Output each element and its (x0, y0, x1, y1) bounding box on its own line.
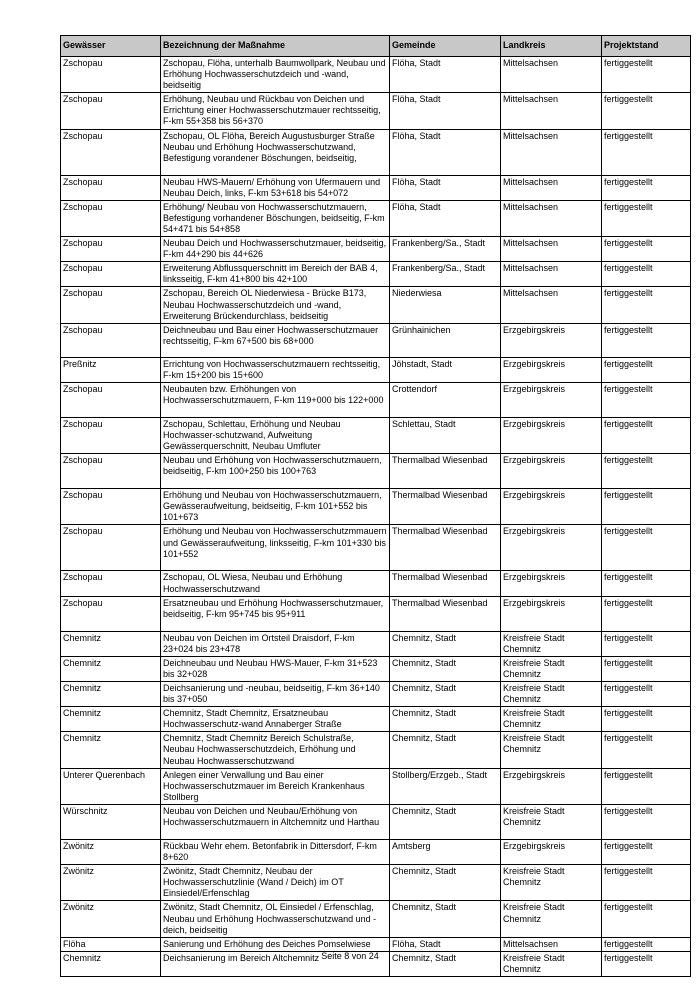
cell-projektstand: fertiggestellt (602, 682, 691, 707)
header-gemeinde: Gemeinde (390, 36, 501, 57)
table-row (61, 937, 691, 951)
cell-landkreis: Erzgebirgskreis (501, 525, 602, 571)
cell-landkreis: Kreisfreie Stadt Chemnitz (501, 732, 602, 768)
cell-landkreis: Mittelsachsen (501, 287, 602, 323)
cell-projektstand: fertiggestellt (602, 656, 691, 681)
cell-projektstand: fertiggestellt (602, 804, 691, 839)
table-row (61, 571, 691, 596)
cell-landkreis: Mittelsachsen (501, 937, 602, 951)
table-row (61, 732, 691, 768)
cell-gemeinde: Thermalbad Wiesenbad (390, 489, 501, 525)
cell-gemeinde: Grünhainichen (390, 323, 501, 357)
cell-massnahme: Zschopau, Schlettau, Erhöhung und Neubau Hochwasser-schutzwand, Aufweitung Gewässerquerschnitt, Neubau Umfluter (161, 417, 390, 453)
cell-projektstand: fertiggestellt (602, 454, 691, 489)
cell-projektstand: fertiggestellt (602, 200, 691, 236)
cell-gewaesser: Zschopau (61, 93, 161, 129)
cell-massnahme: Errichtung von Hochwasserschutzmauern rechtsseitig, F-km 15+200 bis 15+600 (161, 357, 390, 382)
cell-gewaesser: Zwönitz (61, 865, 161, 901)
table-row (61, 631, 691, 656)
cell-landkreis: Erzgebirgskreis (501, 323, 602, 357)
cell-gemeinde: Thermalbad Wiesenbad (390, 571, 501, 596)
cell-massnahme: Neubau von Deichen und Neubau/Erhöhung von Hochwasserschutzmauern in Altchemnitz und Harthau (161, 804, 390, 839)
cell-gewaesser: Chemnitz (61, 732, 161, 768)
table-row (61, 93, 691, 129)
cell-projektstand: fertiggestellt (602, 357, 691, 382)
cell-gemeinde: Flöha, Stadt (390, 200, 501, 236)
cell-gemeinde: Chemnitz, Stadt (390, 804, 501, 839)
table-row (61, 865, 691, 901)
cell-gewaesser: Zschopau (61, 287, 161, 323)
cell-gewaesser: Zschopau (61, 454, 161, 489)
table-row (61, 525, 691, 571)
cell-gewaesser: Flöha (61, 937, 161, 951)
cell-massnahme: Erhöhung und Neubau von Hochwasserschutzmmauern und Gewässeraufweitung, linksseitig, F-km 101+330 bis 101+552 (161, 525, 390, 571)
cell-landkreis: Mittelsachsen (501, 175, 602, 200)
cell-projektstand: fertiggestellt (602, 951, 691, 976)
cell-landkreis: Kreisfreie Stadt Chemnitz (501, 631, 602, 656)
cell-massnahme: Neubau HWS-Mauern/ Erhöhung von Ufermauern und Neubau Deich, links, F-km 53+618 bis 54+072 (161, 175, 390, 200)
cell-massnahme: Zschopau, OL Wiesa, Neubau und Erhöhung Hochwasserschutzwand (161, 571, 390, 596)
cell-landkreis: Kreisfreie Stadt Chemnitz (501, 707, 602, 732)
cell-gewaesser: Zwönitz (61, 901, 161, 937)
cell-landkreis: Mittelsachsen (501, 57, 602, 93)
cell-massnahme: Zschopau, Bereich OL Niederwiesa - Brücke B173, Neubau Hochwasserschutzdeich und -wand, Erweiterung Brückendurchlass, beidseitig (161, 287, 390, 323)
cell-gewaesser: Zwönitz (61, 839, 161, 864)
cell-projektstand: fertiggestellt (602, 489, 691, 525)
cell-gewaesser: Zschopau (61, 237, 161, 262)
cell-landkreis: Mittelsachsen (501, 129, 602, 175)
cell-gemeinde: Crottendorf (390, 382, 501, 417)
cell-massnahme: Zwönitz, Stadt Chemnitz, Neubau der Hochwasserschutzlinie (Wand / Deich) im OT Einsiedel/Erfenschlag (161, 865, 390, 901)
cell-landkreis: Erzgebirgskreis (501, 768, 602, 804)
table-row (61, 129, 691, 175)
cell-projektstand: fertiggestellt (602, 707, 691, 732)
cell-massnahme: Deichsanierung und -neubau, beidseitig, F-km 36+140 bis 37+050 (161, 682, 390, 707)
cell-projektstand: fertiggestellt (602, 937, 691, 951)
cell-massnahme: Erhöhung/ Neubau von Hochwasserschutzmauern, Befestigung vorhandener Böschungen, beidseitig, F-km 54+471 bis 54+858 (161, 200, 390, 236)
cell-massnahme: Deichneubau und Bau einer Hochwasserschutzmauer rechtsseitig, F-km 67+500 bis 68+000 (161, 323, 390, 357)
measures-table (60, 35, 691, 977)
cell-gemeinde: Flöha, Stadt (390, 129, 501, 175)
cell-gemeinde: Chemnitz, Stadt (390, 631, 501, 656)
cell-gewaesser: Zschopau (61, 489, 161, 525)
table-row (61, 287, 691, 323)
table-row (61, 200, 691, 236)
cell-gewaesser: Chemnitz (61, 631, 161, 656)
cell-gewaesser: Zschopau (61, 382, 161, 417)
table-row (61, 175, 691, 200)
header-projektstand: Projektstand (602, 36, 691, 57)
cell-gemeinde: Chemnitz, Stadt (390, 951, 501, 976)
cell-gewaesser: Zschopau (61, 129, 161, 175)
cell-landkreis: Kreisfreie Stadt Chemnitz (501, 865, 602, 901)
cell-landkreis: Erzgebirgskreis (501, 417, 602, 453)
cell-landkreis: Mittelsachsen (501, 200, 602, 236)
cell-landkreis: Erzgebirgskreis (501, 454, 602, 489)
cell-gewaesser: Chemnitz (61, 656, 161, 681)
table-row (61, 454, 691, 489)
cell-landkreis: Erzgebirgskreis (501, 571, 602, 596)
cell-projektstand: fertiggestellt (602, 732, 691, 768)
cell-massnahme: Erhöhung, Neubau und Rückbau von Deichen und Errichtung einer Hochwasserschutzmauer rechtsseitig, F-km 55+358 bis 56+370 (161, 93, 390, 129)
page-number: Seite 8 von 24 (321, 951, 379, 961)
cell-massnahme: Zschopau, Flöha, unterhalb Baumwollpark, Neubau und Erhöhung Hochwasserschutzdeich und -wand, beidseitig (161, 57, 390, 93)
cell-landkreis: Kreisfreie Stadt Chemnitz (501, 656, 602, 681)
cell-gewaesser: Chemnitz (61, 682, 161, 707)
table-row (61, 417, 691, 453)
cell-gemeinde: Chemnitz, Stadt (390, 656, 501, 681)
cell-projektstand: fertiggestellt (602, 839, 691, 864)
table-row (61, 707, 691, 732)
cell-projektstand: fertiggestellt (602, 596, 691, 631)
cell-gemeinde: Schlettau, Stadt (390, 417, 501, 453)
cell-gewaesser: Zschopau (61, 175, 161, 200)
cell-massnahme: Rückbau Wehr ehem. Betonfabrik in Dittersdorf, F-km 8+620 (161, 839, 390, 864)
cell-projektstand: fertiggestellt (602, 323, 691, 357)
table-row (61, 262, 691, 287)
cell-massnahme: Neubau von Deichen im Ortsteil Draisdorf, F-km 23+024 bis 23+478 (161, 631, 390, 656)
cell-gewaesser: Zschopau (61, 323, 161, 357)
cell-projektstand: fertiggestellt (602, 525, 691, 571)
cell-projektstand: fertiggestellt (602, 237, 691, 262)
cell-massnahme: Neubau Deich und Hochwasserschutzmauer, beidseitig, F-km 44+290 bis 44+626 (161, 237, 390, 262)
cell-projektstand: fertiggestellt (602, 631, 691, 656)
cell-projektstand: fertiggestellt (602, 901, 691, 937)
cell-massnahme: Zschopau, OL Flöha, Bereich Augustusburger Straße Neubau und Erhöhung Hochwasserschutzwand, Befestigung vorandener Böschungen, beidseitig, (161, 129, 390, 175)
cell-gewaesser: Zschopau (61, 525, 161, 571)
cell-gemeinde: Thermalbad Wiesenbad (390, 596, 501, 631)
cell-gemeinde: Flöha, Stadt (390, 175, 501, 200)
cell-projektstand: fertiggestellt (602, 262, 691, 287)
cell-gemeinde: Amtsberg (390, 839, 501, 864)
cell-landkreis: Kreisfreie Stadt Chemnitz (501, 951, 602, 976)
cell-projektstand: fertiggestellt (602, 382, 691, 417)
cell-massnahme: Anlegen einer Verwallung und Bau einer Hochwasserschutzmauer im Bereich Krankenhaus Stollberg (161, 768, 390, 804)
cell-gemeinde: Flöha, Stadt (390, 57, 501, 93)
cell-projektstand: fertiggestellt (602, 287, 691, 323)
cell-massnahme: Erhöhung und Neubau von Hochwasserschutzmauern, Gewässeraufweitung, beidseitig, F-km 101+552 bis 101+673 (161, 489, 390, 525)
cell-gemeinde: Flöha, Stadt (390, 937, 501, 951)
cell-landkreis: Kreisfreie Stadt Chemnitz (501, 901, 602, 937)
table-row (61, 682, 691, 707)
cell-massnahme: Zwönitz, Stadt Chemnitz, OL Einsiedel / Erfenschlag, Neubau und Erhöhung Hochwasserschutzwand und -deich, beidseitig (161, 901, 390, 937)
cell-landkreis: Erzgebirgskreis (501, 839, 602, 864)
cell-projektstand: fertiggestellt (602, 93, 691, 129)
cell-massnahme: Ersatzneubau und Erhöhung Hochwasserschutzmauer, beidseitig, F-km 95+745 bis 95+911 (161, 596, 390, 631)
cell-projektstand: fertiggestellt (602, 865, 691, 901)
table-row (61, 237, 691, 262)
cell-landkreis: Erzgebirgskreis (501, 357, 602, 382)
cell-gewaesser: Zschopau (61, 571, 161, 596)
cell-landkreis: Kreisfreie Stadt Chemnitz (501, 804, 602, 839)
table-row (61, 57, 691, 93)
cell-landkreis: Mittelsachsen (501, 237, 602, 262)
cell-gewaesser: Chemnitz (61, 951, 161, 976)
cell-gemeinde: Thermalbad Wiesenbad (390, 525, 501, 571)
header-landkreis: Landkreis (501, 36, 602, 57)
cell-landkreis: Mittelsachsen (501, 262, 602, 287)
cell-gemeinde: Chemnitz, Stadt (390, 732, 501, 768)
cell-gewaesser: Würschnitz (61, 804, 161, 839)
table-row (61, 768, 691, 804)
cell-massnahme: Deichsanierung im Bereich Altchemnitz (161, 951, 390, 976)
cell-gemeinde: Jöhstadt, Stadt (390, 357, 501, 382)
cell-landkreis: Erzgebirgskreis (501, 382, 602, 417)
table-row (61, 323, 691, 357)
cell-gemeinde: Frankenberg/Sa., Stadt (390, 262, 501, 287)
cell-gemeinde: Flöha, Stadt (390, 93, 501, 129)
cell-gewaesser: Zschopau (61, 57, 161, 93)
cell-gemeinde: Chemnitz, Stadt (390, 865, 501, 901)
cell-gemeinde: Thermalbad Wiesenbad (390, 454, 501, 489)
cell-gewaesser: Zschopau (61, 417, 161, 453)
cell-projektstand: fertiggestellt (602, 768, 691, 804)
cell-gemeinde: Chemnitz, Stadt (390, 682, 501, 707)
table-row (61, 489, 691, 525)
cell-massnahme: Sanierung und Erhöhung des Deiches Pomselwiese (161, 937, 390, 951)
cell-projektstand: fertiggestellt (602, 129, 691, 175)
cell-gewaesser: Unterer Querenbach (61, 768, 161, 804)
cell-gewaesser: Preßnitz (61, 357, 161, 382)
cell-massnahme: Chemnitz, Stadt Chemnitz, Ersatzneubau Hochwasserschutz-wand Annaberger Straße (161, 707, 390, 732)
cell-massnahme: Neubauten bzw. Erhöhungen von Hochwasserschutzmauern, F-km 119+000 bis 122+000 (161, 382, 390, 417)
cell-massnahme: Deichneubau und Neubau HWS-Mauer, F-km 31+523 bis 32+028 (161, 656, 390, 681)
cell-landkreis: Mittelsachsen (501, 93, 602, 129)
cell-landkreis: Erzgebirgskreis (501, 596, 602, 631)
cell-massnahme: Chemnitz, Stadt Chemnitz Bereich Schulstraße, Neubau Hochwasserschutzdeich, Erhöhung und Neubau Hochwasserschutzwand (161, 732, 390, 768)
cell-gemeinde: Chemnitz, Stadt (390, 901, 501, 937)
table-row (61, 382, 691, 417)
table-row (61, 357, 691, 382)
cell-gewaesser: Zschopau (61, 262, 161, 287)
cell-gemeinde: Chemnitz, Stadt (390, 707, 501, 732)
cell-projektstand: fertiggestellt (602, 175, 691, 200)
table-header-row (61, 36, 691, 57)
cell-projektstand: fertiggestellt (602, 417, 691, 453)
table-row (61, 901, 691, 937)
cell-projektstand: fertiggestellt (602, 571, 691, 596)
cell-gewaesser: Chemnitz (61, 707, 161, 732)
table-row (61, 656, 691, 681)
cell-gemeinde: Niederwiesa (390, 287, 501, 323)
cell-gemeinde: Stollberg/Erzgeb., Stadt (390, 768, 501, 804)
cell-projektstand: fertiggestellt (602, 57, 691, 93)
table-row (61, 804, 691, 839)
cell-gemeinde: Frankenberg/Sa., Stadt (390, 237, 501, 262)
header-gewaesser: Gewässer (61, 36, 161, 57)
table-row (61, 596, 691, 631)
cell-massnahme: Erweiterung Abflussquerschnitt im Bereich der BAB 4, linksseitig, F-km 41+800 bis 42+100 (161, 262, 390, 287)
cell-landkreis: Erzgebirgskreis (501, 489, 602, 525)
table-row (61, 839, 691, 864)
cell-gewaesser: Zschopau (61, 596, 161, 631)
cell-massnahme: Neubau und Erhöhung von Hochwasserschutzmauern, beidseitig, F-km 100+250 bis 100+763 (161, 454, 390, 489)
cell-landkreis: Kreisfreie Stadt Chemnitz (501, 682, 602, 707)
header-massnahme: Bezeichnung der Maßnahme (161, 36, 390, 57)
cell-gewaesser: Zschopau (61, 200, 161, 236)
